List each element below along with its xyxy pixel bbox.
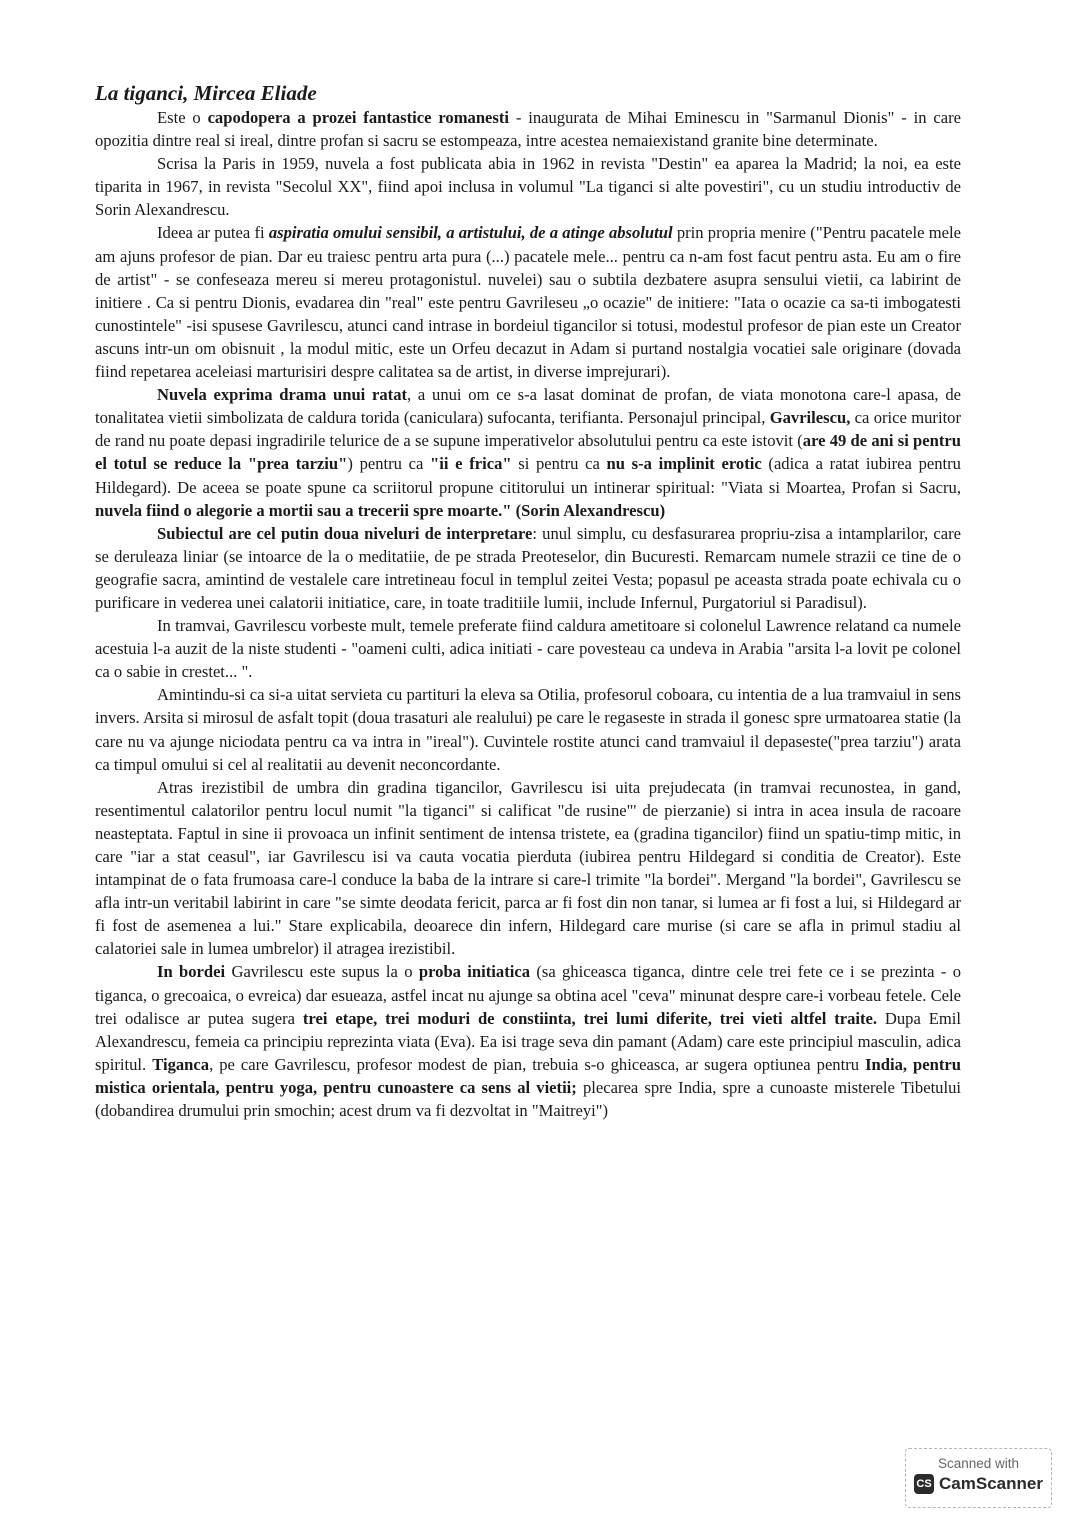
camscanner-icon: CS (914, 1474, 934, 1494)
bold-run: Tiganca (152, 1054, 210, 1074)
paragraph-5 (95, 522, 961, 614)
bold-run: Subiectul are cel putin doua niveluri de interpretare (157, 523, 533, 543)
text-run: ) pentru ca (347, 454, 431, 474)
text-run: - inaugurata de Mihai Eminescu in "Sarmanul Dionis" - in care opozitia dintre real si ireal, dintre profan si sacru se estompeaza, intre acestea nemaiexistand granite bine determinate. (95, 108, 961, 151)
text-run: Gavrilescu este supus la o (225, 962, 419, 982)
watermark-brand: CamScanner (939, 1474, 1043, 1493)
text-run: Ideea ar putea fi (157, 223, 269, 243)
text-run: Este o (157, 108, 208, 127)
paragraph-8: Atras irezistibil de umbra din gradina tigancilor, Gavrilescu isi uita prejudecata (in tramvai recunostea, in gand, resentimentul calatorilor pentru locul numit "la tiganci" si calificat "de rusine"' de pierzanie) si intra in acea insula de racoare neasteptata. Faptul in sine ii provoaca un infinit sentiment de intensa tristete, ea (gradina tigancilor) fiind un spatiu-timp mitic, in care "iar a stat ceasul", iar Gavrilescu isi va cauta vocatia pierduta (iubirea pentru Hildegard si conditia de Creator). Este intampinat de o fata frumoasa care-l conduce la baba de la intrare si care-l trimite "la bordei". Mergand "la bordei", Gavrilescu se afla intr-un veritabil labirint in care "se simte deodata fericit, parca ar fi fost din non tanar, si lumea ar fi fost a lui, si Hildegard ar fi fost de asemenea a lui." Stare explicabila, deoarece din infern, Hildegard care murise (si care se afla in primul stadiu al calatoriei sale in lumea umbrelor) il atragea irezistibil. (95, 777, 961, 959)
paragraph-1 (95, 106, 961, 152)
text-run: , a unui om ce s-a lasat dominat de profan, de viata monotona care-l apasa, de tonalitatea vietii simbolizata de caldura torida (caniculara) sufocanta, terifianta. Personajul principal, (95, 385, 961, 428)
paragraph-4 (95, 383, 961, 522)
text-run: Dupa Emil Alexandrescu, femeia ca principiu reprezinta viata (Eva). Ea isi trage seva din pamant (Adam) care este principiul masculin, adica spiritul. (95, 1008, 961, 1074)
bold-run: proba initiatica (418, 962, 530, 982)
bold-run: nuvela fiind o alegorie a mortii sau a trecerii spre moarte." (Sorin Alexandrescu) (95, 500, 666, 520)
bold-run: nu s-a implinit erotic (606, 454, 762, 474)
paragraph-6: In tramvai, Gavrilescu vorbeste mult, temele preferate fiind caldura ametitoare si colonelul Lawrence relatand ca numele acestuia l-a auzit de la niste studenti - "oameni culti, adica initiati - care povesteau ca undeva in Arabia "arsita l-a lovit pe colonel ca o sabie in crestet... ". (95, 616, 961, 682)
bold-italic-run: aspiratia omului sensibil, a artistului, de a atinge absolutul (268, 223, 673, 243)
text-run: : unul simplu, cu desfasurarea propriu-zisa a intamplarilor, care se deruleaza liniar (se intoarce de la o meditatiie, de pe strada Preoteselor, din Bucuresti. Remarcam numele strazii ce tine de o geografie sacra, amintind de vestalele care intretineau focul in templul zeitei Vesta; popasul pe aceasta strada poate echivala cu o purificare in vederea unei calatorii initiatice, care, in toate traditiile lumii, include Infernul, Purgatoriul si Paradisul). (95, 523, 961, 612)
bold-run: trei etape, trei moduri de constiinta, trei lumi diferite, trei vieti altfel traite. (302, 1008, 878, 1028)
paragraph-3 (95, 221, 961, 383)
text-run: prin propria menire ("Pentru pacatele mele am ajuns profesor de pian. Dar eu traiesc pentru arta pura (...) pacatele mele... pentru ca n-am fost facut pentru asta. Eu am o fire de artist" - se confeseaza mereu si mereu protagonistul. nuvelei) sau o subtila dezbatere asupra sensului vietii, ca labirint de initiere . Ca si pentru Dionis, evadarea din "real" este pentru Gavrileseu „o ocazie" de initiere: "Iata o ocazie ca sa-ti imbogatesti cunostintele" -isi spusese Gavrilescu, atunci cand intrase in bordeiul tigancilor si totusi, modestul profesor de pian este un Creator ascuns intr-un om obisnuit , la modul mitic, este un Orfeu decazut in Adam si purtand nostalgia vocatiei sale originare (dovada fiind repetarea aceleiasi marturisiri despre calitatea sa de artist, in diverse imprejurari). (95, 223, 961, 382)
paragraph-2: Scrisa la Paris in 1959, nuvela a fost publicata abia in 1962 in revista "Destin" ea aparea la Madrid; la noi, ea este tiparita in 1967, in revista "Secolul XX", fiind apoi inclusa in volumul "La tiganci si alte povestiri", cu un studiu introductiv de Sorin Alexandrescu. (95, 154, 961, 220)
bold-run: India, pentru mistica orientala, pentru yoga, pentru cunoastere ca sens al vietii; (95, 1054, 961, 1097)
scanner-watermark (905, 1448, 1052, 1508)
text-run: ca orice muritor de rand nu poate depasi ingradirile telurice de a se supune imperativelor absolutului pentru ca este istovit ( (95, 408, 961, 451)
bold-run: "ii e frica" (430, 454, 512, 474)
paragraph-7: Amintindu-si ca si-a uitat servieta cu partituri la eleva sa Otilia, profesorul coboara, cu intentia de a lua tramvaiul in sens invers. Arsita si mirosul de asfalt topit (doua trasaturi ale realului) pe care le regaseste in strada il gonesc spre urmatoarea statie (la care nu va ajunge niciodata pentru ca va intra in "ireal"). Cuvintele rostite atunci cand tramvaiul il depaseste("prea tarziu") arata ca timpul omului si cel al realitatii au devenit neconcordante. (95, 685, 961, 774)
text-run: , pe care Gavrilescu, profesor modest de pian, trebuia s-o ghiceasca, ar sugera optiunea pentru (209, 1054, 866, 1074)
text-run: si pentru ca (511, 454, 607, 474)
document-body (95, 80, 961, 1122)
bold-run: Gavrilescu, (769, 408, 851, 428)
paragraph-9 (95, 960, 961, 1122)
text-run: (sa ghiceasca tiganca, dintre cele trei fete ce i se prezinta - o tiganca, o grecoaica, o evreica) dar esueaza, astfel incat nu ajunge sa obtina acel "ceva" minunat despre care-i vorbeau fetele. Cele trei odalisce ar putea sugera (95, 962, 961, 1028)
text-run: plecarea spre India, spre a cunoaste misterele Tibetului (dobandirea drumului prin smochin; acest drum va fi dezvoltat in "Maitreyi") (95, 1077, 962, 1121)
watermark-caption: Scanned with (937, 1456, 1020, 1471)
bold-run: In bordei (157, 962, 226, 982)
bold-run: are 49 de ani si pentru el totul se reduce la "prea tarziu" (95, 431, 961, 474)
bold-run: Nuvela exprima drama unui ratat (157, 385, 408, 405)
text-run: (adica a ratat iubirea pentru Hildegard). De aceea se poate spune ca scriitorul propune cititorului un intinerar spiritual: "Viata si Moartea, Profan si Sacru, (95, 454, 961, 497)
watermark-logo-row (906, 1474, 1051, 1494)
document-title: La tiganci, Mircea Eliade (95, 81, 317, 105)
bold-run: capodopera a prozei fantastice romanesti (207, 108, 510, 127)
